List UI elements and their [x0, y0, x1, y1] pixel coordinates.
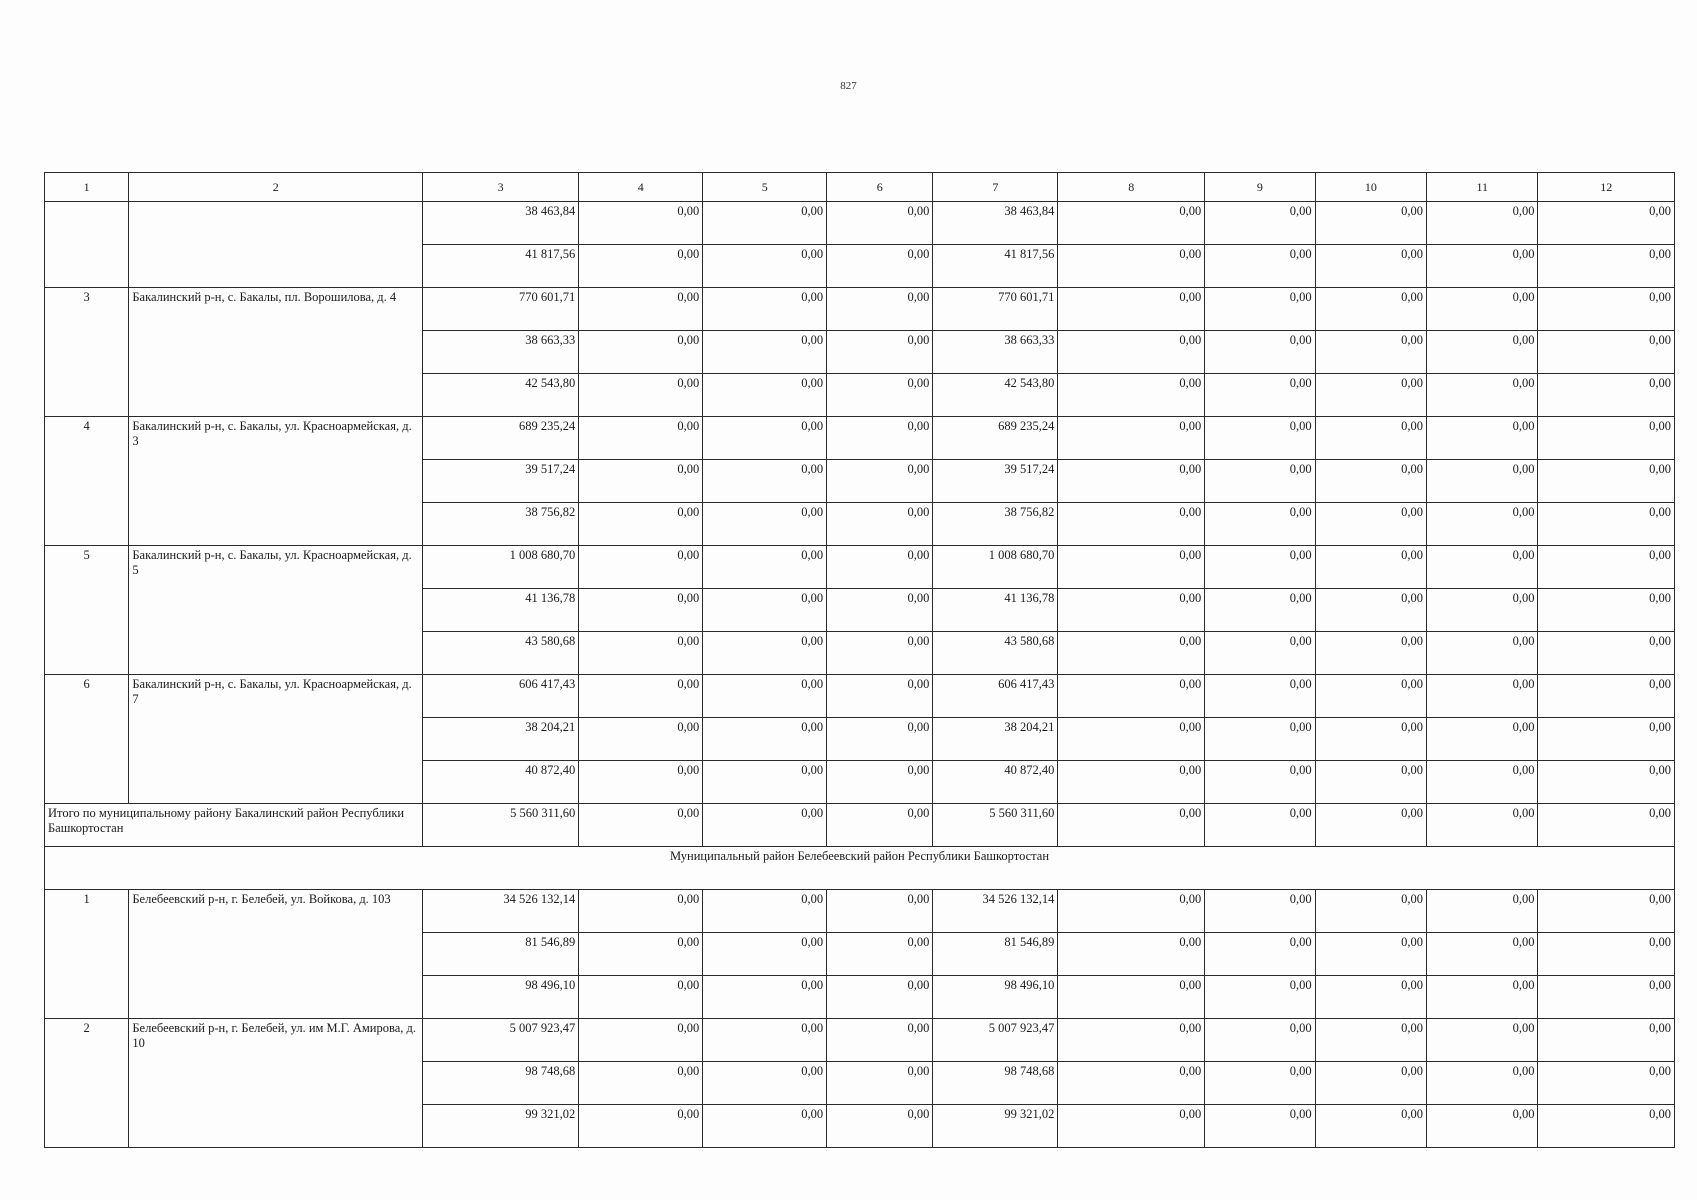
- value-cell: 0,00: [1315, 288, 1426, 331]
- value-cell: 0,00: [1205, 890, 1315, 933]
- value-cell: 0,00: [1205, 1105, 1315, 1148]
- value-cell: 0,00: [1315, 245, 1426, 288]
- row-index-cell: [45, 202, 129, 288]
- address-cell: Белебеевский р-н, г. Белебей, ул. Войкова, д. 103: [129, 890, 423, 1019]
- value-cell: 39 517,24: [423, 460, 579, 503]
- value-cell: 0,00: [1058, 632, 1205, 675]
- value-cell: 0,00: [703, 460, 827, 503]
- column-header: 8: [1058, 173, 1205, 202]
- value-cell: 41 817,56: [933, 245, 1058, 288]
- column-header-row: [45, 173, 1675, 202]
- value-cell: 0,00: [1427, 546, 1538, 589]
- value-cell: 0,00: [1427, 460, 1538, 503]
- value-cell: 0,00: [827, 202, 933, 245]
- value-cell: 0,00: [579, 718, 703, 761]
- value-cell: 0,00: [703, 245, 827, 288]
- value-cell: 0,00: [1205, 546, 1315, 589]
- value-cell: 0,00: [579, 245, 703, 288]
- value-cell: 0,00: [1315, 374, 1426, 417]
- value-cell: 0,00: [703, 933, 827, 976]
- value-cell: 0,00: [1427, 503, 1538, 546]
- value-cell: 0,00: [1205, 632, 1315, 675]
- total-value-cell: 0,00: [1315, 804, 1426, 847]
- value-cell: 0,00: [1315, 1019, 1426, 1062]
- value-cell: 42 543,80: [423, 374, 579, 417]
- value-cell: 0,00: [1538, 374, 1675, 417]
- value-cell: 0,00: [1058, 202, 1205, 245]
- value-cell: 0,00: [1538, 417, 1675, 460]
- value-cell: 5 007 923,47: [933, 1019, 1058, 1062]
- value-cell: 0,00: [1538, 202, 1675, 245]
- value-cell: 0,00: [1205, 331, 1315, 374]
- value-cell: 0,00: [579, 546, 703, 589]
- value-cell: 0,00: [579, 632, 703, 675]
- value-cell: 0,00: [579, 1062, 703, 1105]
- value-cell: 0,00: [1315, 331, 1426, 374]
- value-cell: 0,00: [1205, 417, 1315, 460]
- value-cell: 0,00: [1427, 589, 1538, 632]
- value-cell: 0,00: [1315, 1105, 1426, 1148]
- value-cell: 0,00: [827, 503, 933, 546]
- value-cell: 98 496,10: [423, 976, 579, 1019]
- value-cell: 0,00: [703, 417, 827, 460]
- value-cell: 0,00: [1315, 718, 1426, 761]
- value-cell: 0,00: [1058, 890, 1205, 933]
- value-cell: 0,00: [1427, 202, 1538, 245]
- value-cell: 770 601,71: [423, 288, 579, 331]
- value-cell: 0,00: [1427, 245, 1538, 288]
- value-cell: 0,00: [1058, 675, 1205, 718]
- column-header: 12: [1538, 173, 1675, 202]
- value-cell: 0,00: [703, 288, 827, 331]
- value-cell: 0,00: [1427, 632, 1538, 675]
- value-cell: 1 008 680,70: [423, 546, 579, 589]
- value-cell: 38 756,82: [933, 503, 1058, 546]
- value-cell: 0,00: [1315, 1062, 1426, 1105]
- value-cell: 0,00: [579, 374, 703, 417]
- value-cell: 0,00: [1205, 589, 1315, 632]
- value-cell: 0,00: [1058, 1062, 1205, 1105]
- table-row: [45, 675, 1675, 718]
- value-cell: 38 463,84: [423, 202, 579, 245]
- value-cell: 0,00: [579, 331, 703, 374]
- total-value-cell: 5 560 311,60: [423, 804, 579, 847]
- value-cell: 98 748,68: [933, 1062, 1058, 1105]
- address-cell: Бакалинский р-н, с. Бакалы, пл. Ворошилова, д. 4: [129, 288, 423, 417]
- value-cell: 0,00: [703, 1019, 827, 1062]
- row-index-cell: 1: [45, 890, 129, 1019]
- value-cell: 0,00: [703, 675, 827, 718]
- value-cell: 0,00: [1058, 718, 1205, 761]
- value-cell: 41 136,78: [423, 589, 579, 632]
- value-cell: 0,00: [1315, 460, 1426, 503]
- column-header: 3: [423, 173, 579, 202]
- value-cell: 0,00: [1427, 761, 1538, 804]
- value-cell: 0,00: [1205, 460, 1315, 503]
- value-cell: 0,00: [703, 589, 827, 632]
- value-cell: 0,00: [1427, 718, 1538, 761]
- column-header: 2: [129, 173, 423, 202]
- value-cell: 0,00: [1538, 503, 1675, 546]
- value-cell: 0,00: [703, 374, 827, 417]
- total-value-cell: 0,00: [827, 804, 933, 847]
- value-cell: 0,00: [827, 1019, 933, 1062]
- value-cell: 0,00: [1427, 1062, 1538, 1105]
- district-header-cell: Муниципальный район Белебеевский район Республики Башкортостан: [45, 847, 1675, 890]
- value-cell: 0,00: [703, 890, 827, 933]
- register-table-container: [44, 172, 1675, 1148]
- value-cell: 81 546,89: [423, 933, 579, 976]
- value-cell: 0,00: [1538, 1062, 1675, 1105]
- value-cell: 0,00: [1205, 503, 1315, 546]
- value-cell: 0,00: [1058, 589, 1205, 632]
- value-cell: 0,00: [827, 675, 933, 718]
- district-header-row: [45, 847, 1675, 890]
- value-cell: 0,00: [1315, 632, 1426, 675]
- value-cell: 0,00: [1538, 675, 1675, 718]
- value-cell: 0,00: [1205, 202, 1315, 245]
- table-row: [45, 202, 1675, 245]
- value-cell: 0,00: [1315, 890, 1426, 933]
- value-cell: 0,00: [579, 1105, 703, 1148]
- value-cell: 0,00: [579, 976, 703, 1019]
- value-cell: 0,00: [1205, 1062, 1315, 1105]
- value-cell: 770 601,71: [933, 288, 1058, 331]
- value-cell: 0,00: [1538, 933, 1675, 976]
- value-cell: 0,00: [703, 202, 827, 245]
- value-cell: 38 463,84: [933, 202, 1058, 245]
- value-cell: 0,00: [1315, 976, 1426, 1019]
- value-cell: 0,00: [827, 1062, 933, 1105]
- value-cell: 0,00: [1205, 761, 1315, 804]
- address-cell: Белебеевский р-н, г. Белебей, ул. им М.Г. Амирова, д. 10: [129, 1019, 423, 1148]
- value-cell: 0,00: [1427, 331, 1538, 374]
- value-cell: 0,00: [579, 202, 703, 245]
- value-cell: 0,00: [1538, 288, 1675, 331]
- table-row: [45, 417, 1675, 460]
- value-cell: 0,00: [827, 718, 933, 761]
- value-cell: 38 756,82: [423, 503, 579, 546]
- value-cell: 39 517,24: [933, 460, 1058, 503]
- value-cell: 0,00: [703, 632, 827, 675]
- value-cell: 0,00: [827, 976, 933, 1019]
- value-cell: 0,00: [703, 1105, 827, 1148]
- column-header: 1: [45, 173, 129, 202]
- table-body: [45, 202, 1675, 1148]
- value-cell: 0,00: [827, 245, 933, 288]
- address-cell: [129, 202, 423, 288]
- value-cell: 0,00: [1058, 460, 1205, 503]
- value-cell: 0,00: [1058, 288, 1205, 331]
- value-cell: 41 817,56: [423, 245, 579, 288]
- value-cell: 0,00: [579, 417, 703, 460]
- register-table: [44, 172, 1675, 1148]
- value-cell: 0,00: [703, 546, 827, 589]
- value-cell: 0,00: [1205, 718, 1315, 761]
- column-header: 9: [1205, 173, 1315, 202]
- value-cell: 0,00: [703, 1062, 827, 1105]
- row-index-cell: 6: [45, 675, 129, 804]
- value-cell: 606 417,43: [423, 675, 579, 718]
- value-cell: 38 663,33: [423, 331, 579, 374]
- value-cell: 0,00: [1538, 632, 1675, 675]
- value-cell: 0,00: [1538, 976, 1675, 1019]
- value-cell: 0,00: [1315, 546, 1426, 589]
- value-cell: 0,00: [579, 503, 703, 546]
- value-cell: 0,00: [827, 460, 933, 503]
- value-cell: 0,00: [1538, 331, 1675, 374]
- row-index-cell: 4: [45, 417, 129, 546]
- value-cell: 0,00: [1427, 374, 1538, 417]
- value-cell: 0,00: [1058, 503, 1205, 546]
- value-cell: 0,00: [1058, 1105, 1205, 1148]
- value-cell: 98 496,10: [933, 976, 1058, 1019]
- value-cell: 0,00: [827, 288, 933, 331]
- value-cell: 0,00: [703, 331, 827, 374]
- value-cell: 5 007 923,47: [423, 1019, 579, 1062]
- value-cell: 0,00: [579, 589, 703, 632]
- column-header: 11: [1427, 173, 1538, 202]
- value-cell: 0,00: [703, 761, 827, 804]
- value-cell: 0,00: [1058, 546, 1205, 589]
- value-cell: 43 580,68: [933, 632, 1058, 675]
- value-cell: 0,00: [1205, 245, 1315, 288]
- value-cell: 0,00: [1058, 1019, 1205, 1062]
- row-index-cell: 2: [45, 1019, 129, 1148]
- value-cell: 0,00: [1538, 1019, 1675, 1062]
- value-cell: 0,00: [1315, 417, 1426, 460]
- row-index-cell: 3: [45, 288, 129, 417]
- value-cell: 38 663,33: [933, 331, 1058, 374]
- total-value-cell: 0,00: [703, 804, 827, 847]
- value-cell: 0,00: [1427, 675, 1538, 718]
- value-cell: 0,00: [1538, 245, 1675, 288]
- value-cell: 0,00: [1058, 976, 1205, 1019]
- value-cell: 98 748,68: [423, 1062, 579, 1105]
- value-cell: 0,00: [703, 718, 827, 761]
- value-cell: 43 580,68: [423, 632, 579, 675]
- value-cell: 0,00: [1058, 761, 1205, 804]
- value-cell: 41 136,78: [933, 589, 1058, 632]
- value-cell: 0,00: [1538, 1105, 1675, 1148]
- value-cell: 0,00: [1427, 417, 1538, 460]
- value-cell: 0,00: [579, 890, 703, 933]
- value-cell: 0,00: [579, 460, 703, 503]
- value-cell: 0,00: [1427, 1019, 1538, 1062]
- value-cell: 0,00: [1427, 1105, 1538, 1148]
- value-cell: 0,00: [579, 933, 703, 976]
- value-cell: 689 235,24: [423, 417, 579, 460]
- value-cell: 0,00: [579, 761, 703, 804]
- total-value-cell: 0,00: [1058, 804, 1205, 847]
- total-value-cell: 5 560 311,60: [933, 804, 1058, 847]
- value-cell: 0,00: [1205, 675, 1315, 718]
- value-cell: 0,00: [827, 546, 933, 589]
- value-cell: 0,00: [827, 761, 933, 804]
- value-cell: 0,00: [1427, 933, 1538, 976]
- address-cell: Бакалинский р-н, с. Бакалы, ул. Красноармейская, д. 3: [129, 417, 423, 546]
- value-cell: 689 235,24: [933, 417, 1058, 460]
- value-cell: 0,00: [1058, 245, 1205, 288]
- value-cell: 0,00: [827, 589, 933, 632]
- total-value-cell: 0,00: [1427, 804, 1538, 847]
- value-cell: 0,00: [1427, 976, 1538, 1019]
- value-cell: 0,00: [1315, 675, 1426, 718]
- value-cell: 606 417,43: [933, 675, 1058, 718]
- total-value-cell: 0,00: [1538, 804, 1675, 847]
- table-row: [45, 546, 1675, 589]
- value-cell: 38 204,21: [933, 718, 1058, 761]
- value-cell: 0,00: [1058, 331, 1205, 374]
- value-cell: 0,00: [1538, 589, 1675, 632]
- value-cell: 0,00: [1058, 374, 1205, 417]
- total-value-cell: 0,00: [579, 804, 703, 847]
- value-cell: 0,00: [1538, 546, 1675, 589]
- column-header: 10: [1315, 173, 1426, 202]
- page-number: 827: [840, 80, 857, 92]
- total-value-cell: 0,00: [1205, 804, 1315, 847]
- value-cell: 0,00: [579, 1019, 703, 1062]
- value-cell: 0,00: [827, 417, 933, 460]
- value-cell: 0,00: [1315, 933, 1426, 976]
- value-cell: 0,00: [1538, 890, 1675, 933]
- total-label-cell: Итого по муниципальному району Бакалинский район Республики Башкортостан: [45, 804, 423, 847]
- value-cell: 0,00: [1315, 503, 1426, 546]
- value-cell: 0,00: [1427, 890, 1538, 933]
- value-cell: 0,00: [827, 933, 933, 976]
- column-header: 7: [933, 173, 1058, 202]
- value-cell: 0,00: [1538, 761, 1675, 804]
- value-cell: 0,00: [703, 976, 827, 1019]
- column-header: 6: [827, 173, 933, 202]
- value-cell: 34 526 132,14: [933, 890, 1058, 933]
- table-row: [45, 890, 1675, 933]
- value-cell: 0,00: [1205, 288, 1315, 331]
- value-cell: 0,00: [579, 675, 703, 718]
- value-cell: 0,00: [1538, 718, 1675, 761]
- value-cell: 0,00: [827, 374, 933, 417]
- value-cell: 99 321,02: [933, 1105, 1058, 1148]
- value-cell: 0,00: [827, 1105, 933, 1148]
- value-cell: 81 546,89: [933, 933, 1058, 976]
- value-cell: 0,00: [1538, 460, 1675, 503]
- column-header: 5: [703, 173, 827, 202]
- value-cell: 40 872,40: [423, 761, 579, 804]
- value-cell: 0,00: [1205, 374, 1315, 417]
- value-cell: 99 321,02: [423, 1105, 579, 1148]
- value-cell: 0,00: [703, 503, 827, 546]
- address-cell: Бакалинский р-н, с. Бакалы, ул. Красноармейская, д. 5: [129, 546, 423, 675]
- row-index-cell: 5: [45, 546, 129, 675]
- value-cell: 0,00: [827, 331, 933, 374]
- value-cell: 0,00: [1315, 589, 1426, 632]
- value-cell: 1 008 680,70: [933, 546, 1058, 589]
- table-row: [45, 1019, 1675, 1062]
- value-cell: 0,00: [1205, 1019, 1315, 1062]
- value-cell: 0,00: [1205, 976, 1315, 1019]
- total-row: [45, 804, 1675, 847]
- value-cell: 0,00: [1315, 761, 1426, 804]
- value-cell: 0,00: [1058, 417, 1205, 460]
- value-cell: 42 543,80: [933, 374, 1058, 417]
- value-cell: 0,00: [1058, 933, 1205, 976]
- value-cell: 0,00: [827, 632, 933, 675]
- value-cell: 38 204,21: [423, 718, 579, 761]
- table-row: [45, 288, 1675, 331]
- value-cell: 0,00: [827, 890, 933, 933]
- address-cell: Бакалинский р-н, с. Бакалы, ул. Красноармейская, д. 7: [129, 675, 423, 804]
- column-header: 4: [579, 173, 703, 202]
- value-cell: 0,00: [1427, 288, 1538, 331]
- value-cell: 0,00: [1315, 202, 1426, 245]
- value-cell: 0,00: [579, 288, 703, 331]
- value-cell: 34 526 132,14: [423, 890, 579, 933]
- value-cell: 0,00: [1205, 933, 1315, 976]
- value-cell: 40 872,40: [933, 761, 1058, 804]
